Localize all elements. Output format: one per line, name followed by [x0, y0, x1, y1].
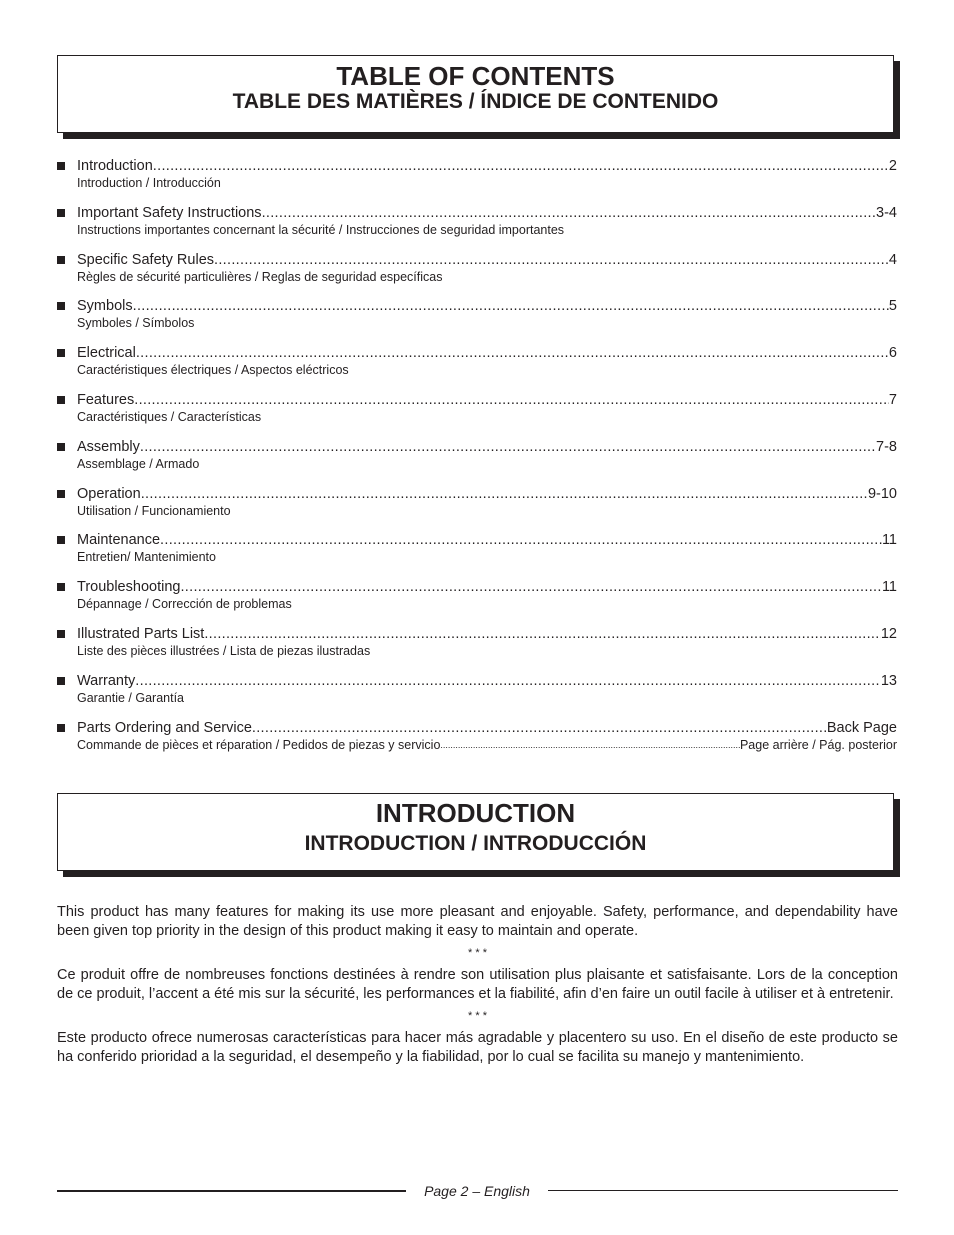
dot-leader — [134, 391, 889, 409]
toc-entry-label: Troubleshooting — [77, 579, 181, 596]
intro-body — [57, 903, 898, 1067]
toc-entry — [57, 391, 897, 438]
toc-entry-translation: Symboles / Símbolos — [77, 316, 195, 331]
square-bullet-icon — [57, 256, 65, 264]
toc-entry — [57, 438, 897, 485]
toc-entry-page: 11 — [881, 532, 897, 549]
toc-entry — [57, 485, 897, 532]
toc-entry — [57, 344, 897, 391]
toc-entry-page: 12 — [880, 625, 897, 642]
toc-entry — [57, 578, 897, 625]
toc-entry-label: Illustrated Parts List — [77, 625, 205, 642]
dot-leader — [262, 204, 876, 222]
dot-leader — [180, 578, 881, 596]
square-bullet-icon — [57, 162, 65, 170]
toc-entry-translation: Utilisation / Funcionamiento — [77, 503, 231, 518]
toc-entry-label: Maintenance — [77, 532, 161, 549]
toc-entry-translation-page: Page arrière / Pág. posterior — [739, 737, 897, 752]
intro-title: INTRODUCTION — [375, 798, 576, 828]
intro-subtitle: INTRODUCTION / INTRODUCCIÓN — [304, 832, 647, 855]
dot-leader — [141, 485, 868, 503]
dot-leader — [204, 625, 881, 643]
toc-entry-label: Warranty — [77, 672, 136, 689]
toc-entry-translation: Règles de sécurité particulières / Reglas de seguridad específicas — [77, 269, 443, 284]
dot-leader — [252, 719, 827, 737]
dot-leader — [133, 297, 889, 315]
toc-entry — [57, 719, 897, 766]
dot-leader — [135, 672, 881, 690]
separator: * * * — [468, 947, 487, 959]
footer-rule-right — [548, 1190, 898, 1191]
toc-entry-label: Operation — [77, 485, 141, 502]
dot-leader — [440, 738, 740, 753]
toc-entry-page: 4 — [888, 251, 897, 268]
square-bullet-icon — [57, 443, 65, 451]
toc-entry — [57, 157, 897, 204]
toc-title-box — [57, 55, 894, 133]
footer-page-label: Page 2 – English — [424, 1183, 530, 1199]
square-bullet-icon — [57, 536, 65, 544]
toc-entry-page: 7 — [888, 391, 897, 408]
toc-entry-page: 6 — [888, 345, 897, 362]
square-bullet-icon — [57, 583, 65, 591]
toc-entry-label: Introduction — [77, 158, 153, 174]
toc-entry — [57, 531, 897, 578]
toc-entry — [57, 251, 897, 298]
square-bullet-icon — [57, 677, 65, 685]
toc-entry-page: 2 — [888, 158, 897, 174]
toc-entry-label: Important Safety Instructions — [77, 204, 262, 221]
toc-entry-page: 13 — [880, 672, 897, 689]
toc-entry-label: Features — [77, 391, 135, 408]
toc-entry-label: Specific Safety Rules — [77, 251, 215, 268]
toc-entry-page: 7-8 — [876, 438, 897, 455]
toc-entry-label: Assembly — [77, 438, 140, 455]
toc-entry — [57, 625, 897, 672]
dot-leader — [136, 344, 889, 362]
toc-entry-translation: Entretien/ Mantenimiento — [77, 550, 216, 565]
separator: * * * — [468, 1010, 487, 1022]
toc-title: TABLE OF CONTENTS — [336, 61, 615, 91]
square-bullet-icon — [57, 209, 65, 217]
toc-entry-page: Back Page — [826, 719, 897, 736]
dot-leader — [153, 157, 889, 175]
table-of-contents — [57, 157, 897, 765]
toc-entry-page: 3-4 — [876, 204, 897, 221]
intro-title-box — [57, 793, 894, 871]
square-bullet-icon — [57, 349, 65, 357]
toc-entry — [57, 297, 897, 344]
square-bullet-icon — [57, 630, 65, 638]
square-bullet-icon — [57, 724, 65, 732]
intro-paragraph-es: Este producto ofrece numerosas características para hacer más agradable y placentero su uso. En el diseño de este producto se ha conferido prioridad a la seguridad, el desempeño y la fiabilidad, por lo cual se facilita su manejo y mantenimiento. — [57, 1030, 898, 1065]
dot-leader — [160, 531, 882, 549]
dot-leader — [140, 438, 876, 456]
square-bullet-icon — [57, 490, 65, 498]
toc-entry-translation: Introduction / Introducción — [77, 176, 221, 190]
toc-entry-translation: Dépannage / Corrección de problemas — [77, 597, 292, 612]
toc-subtitle: TABLE DES MATIÈRES / ÍNDICE DE CONTENIDO — [232, 90, 719, 113]
toc-entry-translation: Caractéristiques / Características — [77, 409, 262, 424]
toc-entry-label: Symbols — [77, 298, 133, 315]
toc-entry-label: Electrical — [77, 345, 136, 362]
square-bullet-icon — [57, 396, 65, 404]
toc-entry-page: 5 — [888, 298, 897, 315]
toc-entry-translation: Caractéristiques électriques / Aspectos eléctricos — [77, 363, 349, 378]
dot-leader — [214, 251, 889, 269]
toc-entry-translation: Assemblage / Armado — [77, 456, 200, 471]
page-footer — [57, 1182, 898, 1200]
toc-entry-translation: Liste des pièces illustrées / Lista de piezas ilustradas — [77, 643, 371, 658]
toc-entry-translation: Garantie / Garantía — [77, 690, 185, 705]
toc-entry-translation: Instructions importantes concernant la sécurité / Instrucciones de seguridad importantes — [77, 222, 565, 237]
toc-entry-page: 9-10 — [867, 485, 897, 502]
toc-entry-translation: Commande de pièces et réparation / Pedidos de piezas y servicio — [77, 737, 441, 752]
square-bullet-icon — [57, 302, 65, 310]
toc-entry-page: 11 — [881, 579, 897, 596]
footer-rule-left — [57, 1190, 406, 1192]
toc-entry — [57, 204, 897, 251]
intro-paragraph-fr: Ce produit offre de nombreuses fonctions destinées à rendre son utilisation plus plaisante et satisfaisante. Lors de la conception de ce produit, l’accent a été mis sur la sécurité, les performances et la fiabilité, afin d’en faire un outil facile à utiliser et à entretenir. — [57, 967, 898, 1002]
toc-entry — [57, 672, 897, 719]
intro-paragraph-en: This product has many features for making its use more pleasant and enjoyable. Safety, performance, and dependability have been given top priority in the design of this product making it easy to maintain and operate. — [57, 904, 898, 939]
toc-entry-label: Parts Ordering and Service — [77, 719, 252, 736]
